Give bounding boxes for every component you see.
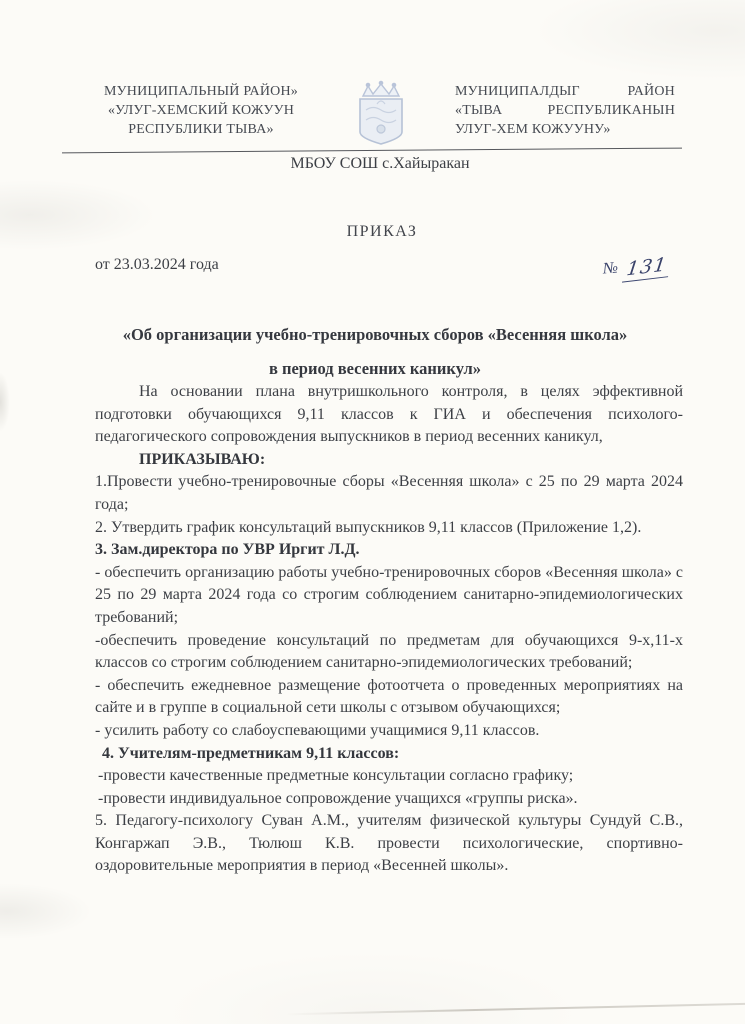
number-sign: № — [602, 259, 619, 278]
item-3-bullet-4: - усилить работу со слабоуспевающими учащимися 9,11 классов. — [95, 721, 540, 739]
handwritten-number: 131 — [622, 253, 671, 282]
order-number — [602, 253, 669, 281]
order-title-line: в период весенних каникул» — [268, 359, 482, 378]
preamble-paragraph: На основании плана внутришкольного контроля, в целях эффективной подготовки обучающихся 9,11 классов к ГИА и обеспечения психолого-педагогического сопровождения выпускников в период весенних каникул, — [95, 383, 683, 446]
paper-edge-shadow — [285, 1003, 745, 1016]
org-right-line: «ТЫВА РЕСПУБЛИКАНЫН — [455, 103, 675, 118]
item-3-bullet-1: - обеспечить организацию работы учебно-тренировочных сборов «Весенняя школа» с 25 по 29 марта 2024 года со строгим соблюдением санитарно-эпидемиологических требований; — [95, 563, 683, 626]
item-3-bullet-3: - обеспечить ежедневное размещение фотоотчета о проведенных мероприятиях на сайте и в группе в социальной сети школы с отзывом обучающихся; — [95, 676, 683, 717]
item-4-heading: 4. Учителям-предметникам 9,11 классов: — [102, 744, 400, 762]
org-left-line: МУНИЦИПАЛЬНЫЙ РАЙОН» — [104, 84, 298, 99]
item-4-bullet-1: -провести качественные предметные консультации согласно графику; — [98, 767, 574, 785]
letterhead — [95, 82, 675, 150]
item-5: 5. Педагогу-психологу Суван А.М., учителям физической культуры Сундуй С.В., Конгаржап Э.В., Тюлюш К.В. провести психологические, спортивно-оздоровительные мероприятия в период «Весенней школы». — [95, 812, 683, 875]
order-body — [95, 381, 683, 878]
order-title-line: «Об организации учебно-тренировочных сборов «Весенняя школа» — [122, 325, 628, 344]
item-2: 2. Утвердить график консультаций выпускников 9,11 классов (Приложение 1,2). — [95, 518, 642, 536]
prikazyvayu-heading: ПРИКАЗЫВАЮ: — [139, 450, 266, 468]
order-title — [60, 318, 690, 386]
scan-smudge — [0, 372, 10, 432]
item-1: 1.Провести учебно-тренировочные сборы «Весенняя школа» с 25 по 29 марта 2024 года; — [95, 473, 683, 513]
coat-of-arms-icon — [346, 80, 416, 150]
item-3-heading: 3. Зам.директора по УВР Иргит Л.Д. — [95, 541, 360, 559]
org-right-line: МУНИЦИПАЛДЫГ РАЙОН — [455, 84, 675, 99]
item-4-bullet-2: -провести индивидуальное сопровождение учащихся «группы риска». — [98, 789, 578, 807]
date-number-row — [95, 253, 683, 281]
org-name-russian — [95, 82, 307, 139]
org-left-line: «УЛУГ-ХЕМСКИЙ КОЖУУН — [107, 103, 295, 118]
order-heading: ПРИКАЗ — [346, 223, 418, 240]
org-right-line: УЛУГ-ХЕМ КОЖУУНУ» — [455, 122, 611, 137]
org-left-line: РЕСПУБЛИКИ ТЫВА» — [128, 122, 274, 137]
item-3-bullet-2: -обеспечить проведение консультаций по предметам для обучающихся 9-х,11-х классов со строгим соблюдением санитарно-эпидемиологических требований; — [95, 631, 683, 672]
org-name-tuvan — [455, 82, 675, 139]
order-date: от 23.03.2024 года — [95, 256, 219, 273]
school-name: МБОУ СОШ с.Хайыракан — [290, 155, 470, 172]
